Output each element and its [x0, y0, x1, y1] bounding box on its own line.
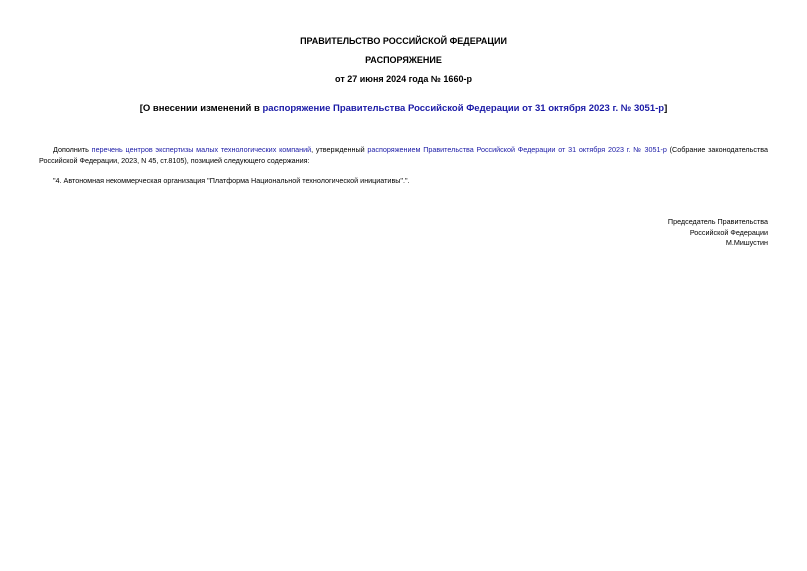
document-date-number: от 27 июня 2024 года № 1660-р: [335, 74, 472, 84]
body-paragraph-1: [39, 145, 768, 166]
document-kind-heading: РАСПОРЯЖЕНИЕ: [365, 55, 442, 65]
signature-name: М.Мишустин: [725, 238, 768, 247]
order-3051-link[interactable]: распоряжением Правительства Российской Федерации от 31 октября 2023 г. № 3051-р: [367, 145, 667, 154]
body-paragraph-2: "4. Автономная некоммерческая организация "Платформа Национальной технологической инициативы".".: [53, 176, 410, 185]
government-heading: ПРАВИТЕЛЬСТВО РОССИЙСКОЙ ФЕДЕРАЦИИ: [300, 36, 507, 46]
signature-organization: Российской Федерации: [689, 228, 768, 237]
para1-text-2: , утвержденный: [311, 145, 368, 154]
signature-title: Председатель Правительства: [667, 217, 768, 226]
document-subject: [0, 103, 807, 114]
para1-text-3: (Собрание законодательства Российской Федерации, 2023, N 45, ст.8105), позицией следующего содержания:: [39, 145, 768, 165]
subject-link[interactable]: распоряжение Правительства Российской Федерации от 31 октября 2023 г. № 3051-р: [262, 103, 665, 114]
subject-prefix: [О внесении изменений в: [139, 103, 263, 114]
para1-text-1: Дополнить: [53, 145, 92, 154]
subject-suffix: ]: [664, 103, 668, 114]
expertise-centers-list-link[interactable]: перечень центров экспертизы малых технологических компаний: [91, 145, 312, 154]
